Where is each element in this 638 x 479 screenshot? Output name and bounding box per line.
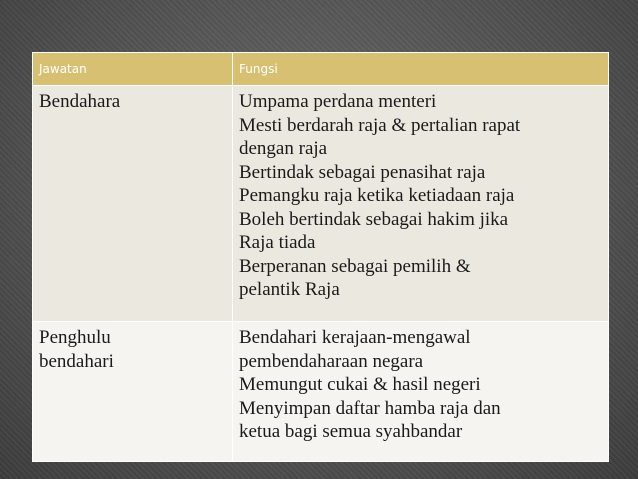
cell-line: ketua bagi semua syahbandar <box>239 421 463 442</box>
cell-line: Bertindak sebagai penasihat raja <box>239 161 486 183</box>
header-fungsi: Fungsi <box>233 53 609 86</box>
jawatan-cell <box>33 86 233 322</box>
cell-line: bendahari <box>39 350 114 372</box>
slide-table <box>32 52 608 457</box>
cell-line: pelantik Raja <box>239 279 340 300</box>
fungsi-cell <box>233 86 609 322</box>
cell-line: Raja tiada <box>239 232 316 253</box>
cell-line: Boleh bertindak sebagai hakim jika <box>239 208 509 230</box>
jawatan-cell <box>33 322 233 462</box>
header-jawatan: Jawatan <box>33 53 233 86</box>
cell-line: Mesti berdarah raja & pertalian rapat <box>239 114 521 136</box>
cell-line: Penghulu <box>39 327 111 348</box>
cell-line: Umpama perdana menteri <box>239 91 437 112</box>
jawatan-fungsi-table <box>32 52 609 462</box>
cell-line: Bendahari kerajaan-mengawal <box>239 327 471 348</box>
cell-line: Memungut cukai & hasil negeri <box>239 374 481 395</box>
cell-line: Berperanan sebagai pemilih & <box>239 255 471 277</box>
fungsi-cell <box>233 322 609 462</box>
cell-line: pembendaharaan negara <box>239 350 424 372</box>
table-row <box>33 86 609 322</box>
table-row <box>33 322 609 462</box>
cell-line: dengan raja <box>239 138 328 159</box>
cell-line: Bendahara <box>39 91 121 112</box>
table-header-row <box>33 53 609 86</box>
cell-line: Menyimpan daftar hamba raja dan <box>239 397 501 419</box>
cell-line: Pemangku raja ketika ketiadaan raja <box>239 185 515 206</box>
